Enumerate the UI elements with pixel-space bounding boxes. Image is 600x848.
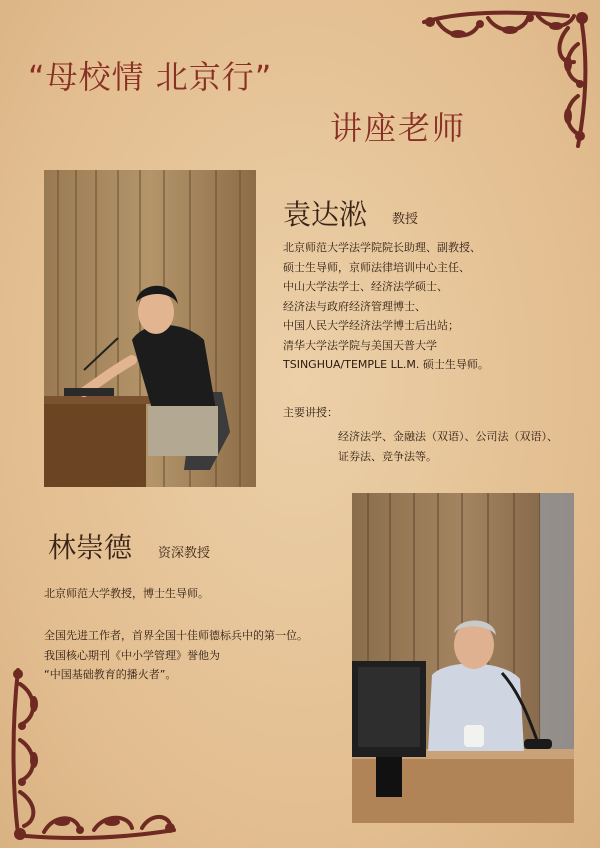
teacher-name-lin: 林崇德	[48, 531, 133, 564]
bio-line: 我国核心期刊《中小学管理》誉他为	[44, 648, 220, 662]
teacher-rank-yuan: 教授	[392, 212, 419, 227]
bio-line: 硕士生导师，京师法律培训中心主任、	[283, 260, 470, 274]
bio-line: 中国人民大学经济法学博士后出站；	[283, 319, 459, 332]
teacher-bio-lin	[44, 626, 308, 685]
poster-subtitle: 讲座老师	[330, 109, 467, 147]
teacher-photo-lin	[352, 493, 574, 823]
poster-title: “母校情 北京行”	[28, 58, 273, 96]
topic-line: 经济法学、金融法（双语）、公司法（双语）、	[338, 430, 558, 443]
bio-line: 全国先进工作者，首界全国十佳师德标兵中的第一位。	[44, 629, 308, 642]
topics-list	[338, 427, 558, 466]
bio-line: 北京师范大学法学院院长助理、副教授、	[283, 241, 481, 254]
teacher-photo-yuan	[44, 170, 256, 487]
topics-label: 主要讲授：	[283, 406, 338, 419]
topic-line: 证券法、竞争法等。	[338, 449, 437, 463]
teacher-bio-yuan	[283, 238, 489, 375]
bio-line: TSINGHUA/TEMPLE LL.M. 硕士生导师。	[283, 358, 489, 371]
bio-line: 经济法与政府经济管理博士、	[283, 299, 426, 313]
teacher-rank-lin: 资深教授	[158, 546, 211, 561]
bio-line: 中山大学法学士、经济法学硕士、	[283, 280, 448, 293]
bio-line: “中国基础教育的播火者”。	[44, 668, 177, 681]
teacher-name-yuan: 袁达淞	[283, 198, 368, 231]
floral-ornament-bottom-left	[4, 664, 182, 844]
bio-line: 清华大学法学院与美国天普大学	[283, 338, 437, 352]
teacher-bio-lin-line1: 北京师范大学教授，博士生导师。	[44, 587, 209, 600]
